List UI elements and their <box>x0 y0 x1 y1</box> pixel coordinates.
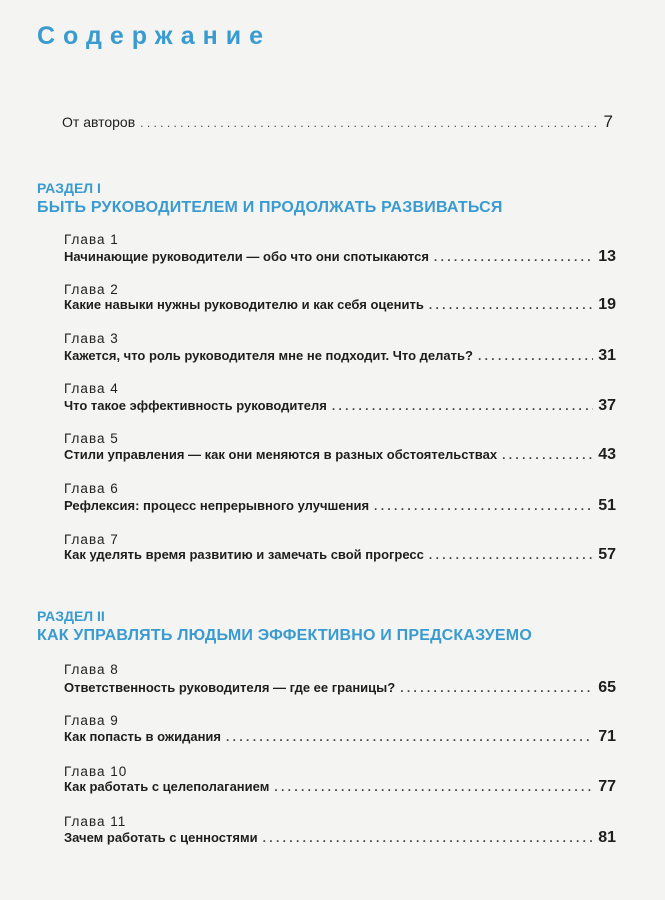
chapter-7-label: Глава 7 <box>64 532 119 547</box>
leader-dots <box>274 780 593 794</box>
leader-dots <box>400 681 593 695</box>
entry-title: Как попасть в ожидания <box>64 729 222 744</box>
toc-entry-chapter-3[interactable] <box>64 347 616 365</box>
toc-entry-chapter-6[interactable] <box>64 497 616 515</box>
leader-dots <box>263 831 594 845</box>
leader-dots <box>429 548 593 562</box>
entry-title: Рефлексия: процесс непрерывного улучшения <box>64 498 370 513</box>
toc-entry-chapter-8[interactable] <box>64 679 616 697</box>
leader-dots <box>332 399 593 413</box>
entry-page: 57 <box>598 546 616 563</box>
entry-page: 31 <box>598 347 616 364</box>
entry-page: 37 <box>598 397 616 414</box>
toc-entry-chapter-5[interactable] <box>64 446 616 464</box>
chapter-10-label: Глава 10 <box>64 764 128 779</box>
chapter-2-label: Глава 2 <box>64 282 119 297</box>
entry-title: Какие навыки нужны руководителю и как себя оценить <box>64 297 424 312</box>
leader-dots <box>140 116 598 130</box>
entry-title: Как работать с целеполаганием <box>64 779 270 794</box>
entry-title: Стили управления — как они меняются в разных обстоятельствах <box>64 447 498 462</box>
part-1-title: БЫТЬ РУКОВОДИТЕЛЕМ И ПРОДОЛЖАТЬ РАЗВИВАТЬСЯ <box>37 199 503 216</box>
page-title: Содержание <box>37 22 272 50</box>
toc-entry-chapter-10[interactable] <box>64 778 616 796</box>
entry-page: 71 <box>598 728 616 745</box>
entry-page: 77 <box>598 778 616 795</box>
toc-entry-chapter-2[interactable] <box>64 296 616 314</box>
entry-title: Зачем работать с ценностями <box>64 830 258 845</box>
entry-page: 81 <box>598 829 616 846</box>
entry-title: От авторов <box>62 114 136 130</box>
chapter-4-label: Глава 4 <box>64 381 119 396</box>
chapter-6-label: Глава 6 <box>64 481 119 496</box>
entry-page: 7 <box>603 112 613 131</box>
leader-dots <box>374 499 593 513</box>
entry-title: Что такое эффективность руководителя <box>64 398 327 413</box>
toc-entry-chapter-4[interactable] <box>64 397 616 415</box>
chapter-3-label: Глава 3 <box>64 331 119 346</box>
chapter-9-label: Глава 9 <box>64 713 119 728</box>
entry-title: Как уделять время развитию и замечать свой прогресс <box>64 547 424 562</box>
entry-title: Ответственность руководителя — где ее границы? <box>64 680 396 695</box>
part-2-title: КАК УПРАВЛЯТЬ ЛЮДЬМИ ЭФФЕКТИВНО И ПРЕДСКАЗУЕМО <box>37 627 532 644</box>
entry-page: 19 <box>598 296 616 313</box>
toc-entry-chapter-7[interactable] <box>64 546 616 564</box>
part-2-label: РАЗДЕЛ II <box>37 608 105 624</box>
chapter-1-label: Глава 1 <box>64 232 119 247</box>
toc-entry-intro[interactable] <box>62 112 613 132</box>
leader-dots <box>502 448 593 462</box>
leader-dots <box>429 298 593 312</box>
leader-dots <box>434 250 593 264</box>
entry-page: 13 <box>598 248 616 265</box>
entry-page: 65 <box>598 679 616 696</box>
part-1-label: РАЗДЕЛ I <box>37 180 101 196</box>
toc-entry-chapter-11[interactable] <box>64 829 616 847</box>
entry-page: 51 <box>598 497 616 514</box>
chapter-8-label: Глава 8 <box>64 662 119 677</box>
entry-title: Кажется, что роль руководителя мне не подходит. Что делать? <box>64 348 473 363</box>
toc-entry-chapter-9[interactable] <box>64 728 616 746</box>
leader-dots <box>226 730 593 744</box>
chapter-5-label: Глава 5 <box>64 431 119 446</box>
leader-dots <box>478 349 593 363</box>
entry-title: Начинающие руководители — обо что они спотыкаются <box>64 249 429 264</box>
toc-entry-chapter-1[interactable] <box>64 248 616 266</box>
entry-page: 43 <box>598 446 616 463</box>
chapter-11-label: Глава 11 <box>64 814 127 829</box>
